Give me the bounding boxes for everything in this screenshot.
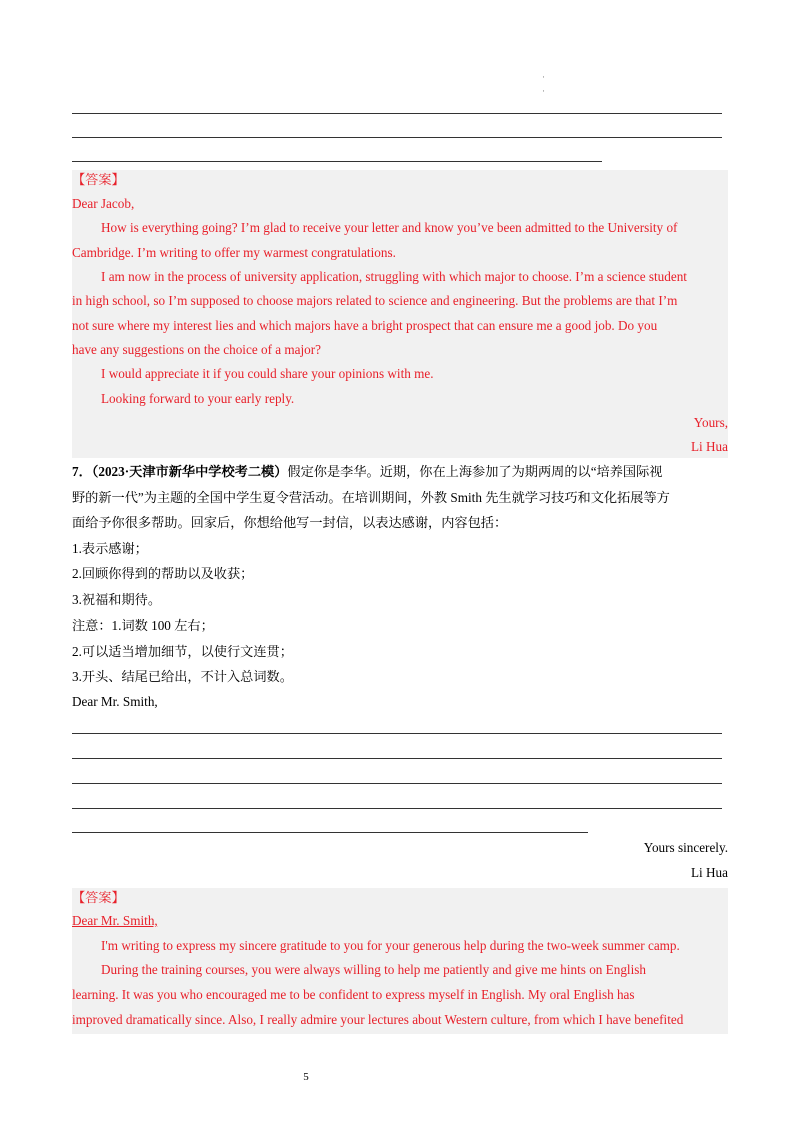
answer-1-line: Cambridge. I’m writing to offer my warmest congratulations. <box>72 245 396 260</box>
writing-line <box>72 758 722 759</box>
header-marks <box>542 70 545 98</box>
answer-1-line: I would appreciate it if you could share your opinions with me. <box>101 366 434 381</box>
writing-line <box>72 808 722 809</box>
question-7-closing: Yours sincerely. <box>643 840 728 855</box>
question-text: 假定你是李华。近期，你在上海参加了为期两周的以“培养国际视 <box>287 464 663 479</box>
answer-1-salutation: Dear Jacob, <box>72 196 135 211</box>
answer-1-label: 【答案】 <box>72 172 125 187</box>
question-7-line: 面给予你很多帮助。回家后，你想给他写一封信，以表达感谢，内容包括： <box>72 515 508 530</box>
answer-1-line: not sure where my interest lies and which majors have a bright prospect that can ensure me a good job. Do you <box>72 318 658 333</box>
question-7-line: 3.开头、结尾已给出，不计入总词数。 <box>72 669 293 684</box>
writing-line <box>72 161 602 162</box>
header-mark: · <box>542 86 545 96</box>
question-7-line: 野的新一代”为主题的全国中学生夏令营活动。在培训期间，外教 Smith 先生就学习技巧和文化拓展等方 <box>72 490 670 505</box>
question-7-line: 2.可以适当增加细节，以使行文连贯； <box>72 644 293 659</box>
question-7-line: 3.祝福和期待。 <box>72 592 162 607</box>
answer-1-line: Looking forward to your early reply. <box>101 391 295 406</box>
writing-line <box>72 113 722 114</box>
writing-line <box>72 137 722 138</box>
answer-2-salutation: Dear Mr. Smith, <box>72 913 158 928</box>
question-number: 7． <box>72 464 92 479</box>
answer-1-block <box>72 170 728 458</box>
writing-line <box>72 783 722 784</box>
answer-1-closing: Yours, <box>693 415 728 430</box>
answer-2-line: learning. It was you who encouraged me to be confident to express myself in English. My oral English has <box>72 987 635 1002</box>
header-mark: · <box>542 72 545 82</box>
question-source: （2023·天津市新华中学校考二模） <box>91 464 288 479</box>
question-7-signature: Li Hua <box>691 865 728 880</box>
answer-2-line: I'm writing to express my sincere gratitude to you for your generous help during the two-week summer camp. <box>101 938 680 953</box>
question-7-line: 1.表示感谢； <box>72 541 148 556</box>
page-number: 5 <box>303 1071 309 1083</box>
answer-1-line: How is everything going? I’m glad to receive your letter and know you’ve been admitted to the University of <box>101 220 678 235</box>
answer-2-label: 【答案】 <box>72 890 125 905</box>
answer-1-line: have any suggestions on the choice of a major? <box>72 342 322 357</box>
question-7-salutation: Dear Mr. Smith, <box>72 694 158 709</box>
question-7-line: 2.回顾你得到的帮助以及收获； <box>72 566 254 581</box>
writing-line <box>72 733 722 734</box>
question-7-line: 注意：1.词数 100 左右； <box>72 618 214 633</box>
answer-2-line: improved dramatically since. Also, I really admire your lectures about Western culture, from which I have benefited <box>72 1012 684 1027</box>
writing-line <box>72 832 588 833</box>
question-7-first-line <box>72 463 663 481</box>
answer-2-line: During the training courses, you were always willing to help me patiently and give me hints on English <box>101 962 646 977</box>
answer-1-line: I am now in the process of university application, struggling with which major to choose. I’m a science student <box>101 269 687 284</box>
answer-1-signature: Li Hua <box>691 439 728 454</box>
answer-1-line: in high school, so I’m supposed to choose majors related to science and engineering. But the problems are that I’m <box>72 293 678 308</box>
